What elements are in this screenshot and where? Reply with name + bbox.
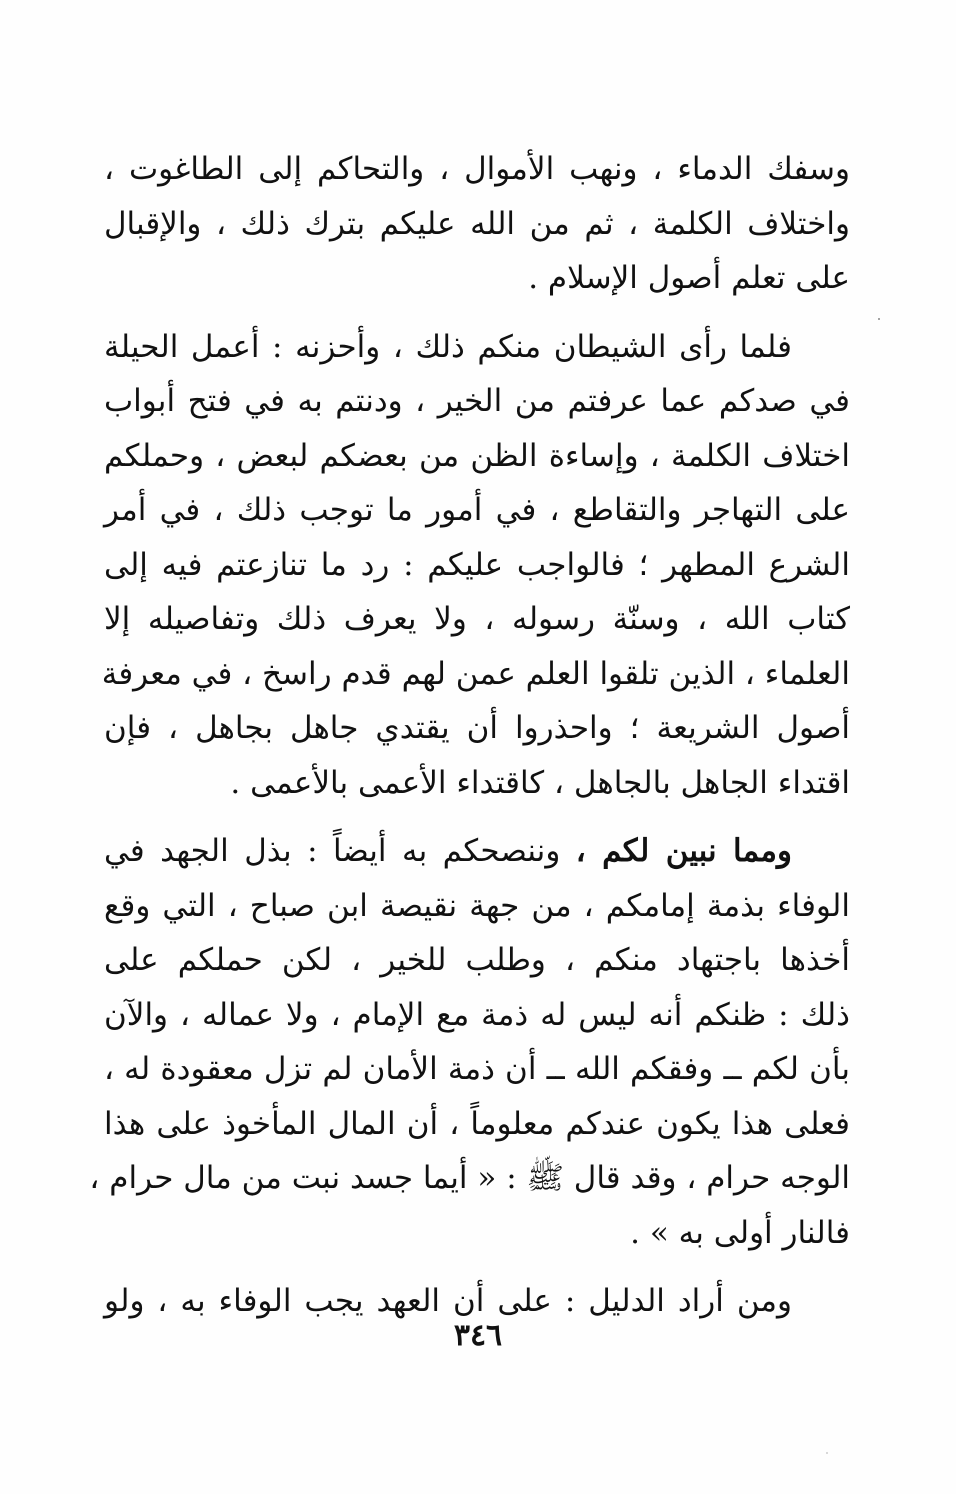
text-line: على التهاجر والتقاطع ، في أمور ما توجب ذلك ، في أمر — [104, 492, 850, 528]
body-text — [89, 142, 850, 1329]
scan-speck — [826, 1452, 828, 1454]
paragraph-gap — [104, 810, 850, 824]
text-line: واختلاف الكلمة ، ثم من الله عليكم بترك ذلك ، والإقبال — [104, 205, 850, 242]
text-line: فالنار أولى به » . — [630, 1214, 850, 1251]
text-line — [104, 824, 850, 879]
text-line: أصول الشريعة ؛ واحذروا أن يقتدي جاهل بجاهل ، فإن — [104, 710, 850, 746]
paragraph-gap — [104, 1260, 850, 1274]
lead-rest-text: وننصحكم به أيضاً : بذل الجهد في — [104, 833, 576, 869]
text-line: على تعلم أصول الإسلام . — [528, 260, 850, 296]
page-number: ٣٤٦ — [453, 1318, 503, 1353]
paragraph-gap — [104, 306, 850, 320]
text-line: الشرع المطهر ؛ فالواجب عليكم : رد ما تنازعتم فيه إلى — [104, 546, 850, 583]
paragraph-3 — [89, 824, 850, 1260]
text-line: وسفك الدماء ، ونهب الأموال ، والتحاكم إلى الطاغوت ، — [104, 151, 850, 187]
text-line: في صدكم عما عرفتم من الخير ، ودنتم به في فتح أبواب — [104, 383, 850, 419]
text-line: الوفاء بذمة إمامكم ، من جهة نقيصة ابن صباح ، التي وقع — [104, 887, 850, 924]
scan-speck — [878, 318, 880, 320]
text-line: بأن لكم ــ وفقكم الله ــ أن ذمة الأمان لم تزل معقودة له ، — [104, 1051, 850, 1087]
text-line: الوجه حرام ، وقد قال ﷺ : « أيما جسد نبت من مال حرام ، — [89, 1160, 850, 1196]
text-line: العلماء ، الذين تلقوا العلم عمن لهم قدم راسخ ، في معرفة — [101, 655, 850, 692]
text-line: كتاب الله ، وسنّة رسوله ، ولا يعرف ذلك وتفاصيله إلا — [104, 601, 850, 637]
paragraph-1 — [104, 142, 850, 306]
paragraph-2 — [101, 320, 850, 811]
text-line: فلما رأى الشيطان منكم ذلك ، وأحزنه : أعمل الحيلة — [104, 328, 792, 365]
bold-lead-text: ومما نبين لكم ، — [575, 833, 793, 869]
text-line: فعلى هذا يكون عندكم معلوماً ، أن المال المأخوذ على هذا — [104, 1105, 850, 1142]
text-line: اختلاف الكلمة ، وإساءة الظن من بعضكم لبعض ، وحملكم — [104, 437, 850, 474]
text-line: اقتداء الجاهل بالجاهل ، كاقتداء الأعمى بالأعمى . — [230, 764, 850, 801]
text-line: أخذها باجتهاد منكم ، وطلب للخير ، لكن حملكم على — [104, 942, 850, 978]
text-line: ومن أراد الدليل : على أن العهد يجب الوفاء به ، ولو — [104, 1283, 792, 1319]
text-line: ذلك : ظنكم أنه ليس له ذمة مع الإمام ، ولا عماله ، والآن — [104, 996, 850, 1033]
